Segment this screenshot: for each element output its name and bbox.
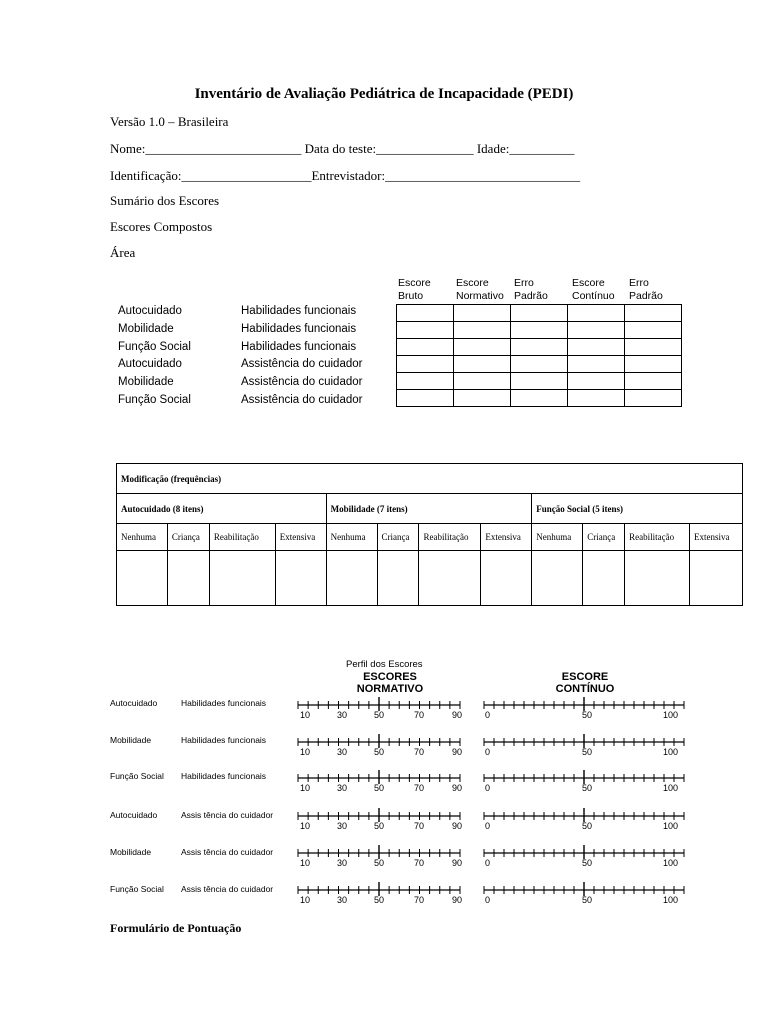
continuous-tick-label: 0 xyxy=(485,858,491,868)
normative-tick-label: 90 xyxy=(452,747,463,757)
continuous-tick-label: 50 xyxy=(582,710,593,720)
area-heading: Área xyxy=(110,245,136,260)
score-row-type: Assistência do cuidador xyxy=(241,358,363,370)
score-row-area: Autocuidado xyxy=(118,358,182,370)
score-header-error1: Erro Padrão xyxy=(514,277,548,302)
continuous-tick-label: 100 xyxy=(663,783,679,793)
profile-row-type: Assis tência do cuidador xyxy=(181,847,274,857)
continuous-tick-label: 50 xyxy=(582,858,593,868)
score-row-type: Habilidades funcionais xyxy=(241,341,357,353)
continuous-tick-label: 0 xyxy=(485,747,491,757)
col-rehab: Reabilitação xyxy=(625,524,690,551)
continuous-tick-label: 0 xyxy=(485,710,491,720)
normative-tick-label: 30 xyxy=(337,895,348,905)
normative-tick-label: 50 xyxy=(374,747,385,757)
normative-tick-label: 10 xyxy=(300,858,311,868)
profile-row-area: Autocuidado xyxy=(110,810,158,820)
normative-tick-label: 90 xyxy=(452,895,463,905)
score-header-normative: Escore Normativo xyxy=(456,277,504,302)
score-row-area: Função Social xyxy=(118,341,191,353)
score-header-error2: Erro Padrão xyxy=(629,277,663,302)
version-line: Versão 1.0 – Brasileira xyxy=(110,114,229,129)
score-row-area: Mobilidade xyxy=(118,376,174,388)
continuous-tick-label: 100 xyxy=(663,858,679,868)
normative-tick-label: 30 xyxy=(337,821,348,831)
composite-heading: Escores Compostos xyxy=(110,219,213,234)
continuous-tick-label: 100 xyxy=(663,747,679,757)
profile-row-area: Função Social xyxy=(110,771,164,781)
id-interviewer-fields: Identificação:____________________Entrevistador:______________________________ xyxy=(110,168,581,183)
col-child: Criança xyxy=(377,524,419,551)
summary-heading: Sumário dos Escores xyxy=(110,193,220,208)
score-row-area: Mobilidade xyxy=(118,323,174,335)
profile-row-type: Assis tência do cuidador xyxy=(181,884,274,894)
normative-tick-label: 70 xyxy=(414,783,425,793)
normative-tick-label: 50 xyxy=(374,895,385,905)
continuous-tick-label: 0 xyxy=(485,783,491,793)
profile-row-type: Assis tência do cuidador xyxy=(181,810,274,820)
continuous-tick-label: 0 xyxy=(485,895,491,905)
col-extensive: Extensiva xyxy=(481,524,532,551)
normative-tick-label: 30 xyxy=(337,858,348,868)
normative-tick-label: 90 xyxy=(452,858,463,868)
normative-tick-label: 90 xyxy=(452,783,463,793)
normative-tick-label: 10 xyxy=(300,821,311,831)
normative-tick-label: 10 xyxy=(300,895,311,905)
col-none: Nenhuma xyxy=(117,524,168,551)
normative-tick-label: 90 xyxy=(452,710,463,720)
normative-tick-label: 90 xyxy=(452,821,463,831)
normative-heading: ESCORES NORMATIVO xyxy=(356,671,424,695)
score-row-area: Autocuidado xyxy=(118,305,182,317)
group-selfcare: Autocuidado (8 itens) xyxy=(117,494,327,524)
continuous-tick-label: 50 xyxy=(582,783,593,793)
continuous-tick-label: 100 xyxy=(663,895,679,905)
continuous-tick-label: 0 xyxy=(485,821,491,831)
score-row-type: Habilidades funcionais xyxy=(241,323,357,335)
col-none: Nenhuma xyxy=(532,524,583,551)
continuous-tick-label: 50 xyxy=(582,895,593,905)
col-extensive: Extensiva xyxy=(275,524,326,551)
page-title: Inventário de Avaliação Pediátrica de Incapacidade (PEDI) xyxy=(194,86,574,102)
profile-title: Perfil dos Escores xyxy=(346,659,423,670)
normative-tick-label: 10 xyxy=(300,783,311,793)
continuous-tick-label: 50 xyxy=(582,821,593,831)
footer-heading: Formulário de Pontuação xyxy=(110,921,242,935)
normative-tick-label: 30 xyxy=(337,747,348,757)
profile-row-type: Habilidades funcionais xyxy=(181,771,267,781)
name-date-age-fields: Nome:________________________ Data do teste:_______________ Idade:__________ xyxy=(110,141,575,156)
normative-tick-label: 30 xyxy=(337,710,348,720)
normative-tick-label: 50 xyxy=(374,821,385,831)
col-rehab: Reabilitação xyxy=(419,524,481,551)
normative-tick-label: 70 xyxy=(414,858,425,868)
continuous-heading: ESCORE CONTÍNUO xyxy=(555,671,615,695)
profile-row-area: Autocuidado xyxy=(110,698,158,708)
group-mobility: Mobilidade (7 itens) xyxy=(326,494,532,524)
col-child: Criança xyxy=(583,524,625,551)
score-row-area: Função Social xyxy=(118,394,191,406)
normative-tick-label: 10 xyxy=(300,710,311,720)
normative-tick-label: 50 xyxy=(374,783,385,793)
col-none: Nenhuma xyxy=(326,524,377,551)
col-rehab: Reabilitação xyxy=(209,524,275,551)
normative-tick-label: 30 xyxy=(337,783,348,793)
continuous-tick-label: 100 xyxy=(663,821,679,831)
normative-tick-label: 50 xyxy=(374,710,385,720)
normative-tick-label: 70 xyxy=(414,895,425,905)
profile-row-type: Habilidades funcionais xyxy=(181,735,267,745)
profile-row-type: Habilidades funcionais xyxy=(181,698,267,708)
continuous-tick-label: 100 xyxy=(663,710,679,720)
score-header-continuous: Escore Contínuo xyxy=(572,277,615,302)
normative-tick-label: 70 xyxy=(414,821,425,831)
profile-row-area: Função Social xyxy=(110,884,164,894)
normative-tick-label: 50 xyxy=(374,858,385,868)
normative-tick-label: 10 xyxy=(300,747,311,757)
col-child: Criança xyxy=(167,524,209,551)
group-social: Função Social (5 itens) xyxy=(532,494,743,524)
score-header-raw: Escore Bruto xyxy=(398,277,431,302)
score-row-type: Assistência do cuidador xyxy=(241,394,363,406)
profile-row-area: Mobilidade xyxy=(110,735,152,745)
score-row-type: Habilidades funcionais xyxy=(241,305,357,317)
normative-tick-label: 70 xyxy=(414,747,425,757)
normative-tick-label: 70 xyxy=(414,710,425,720)
col-extensive: Extensiva xyxy=(690,524,743,551)
modification-title: Modificação (frequências) xyxy=(117,464,743,494)
continuous-tick-label: 50 xyxy=(582,747,593,757)
score-row-type: Assistência do cuidador xyxy=(241,376,363,388)
profile-row-area: Mobilidade xyxy=(110,847,152,857)
